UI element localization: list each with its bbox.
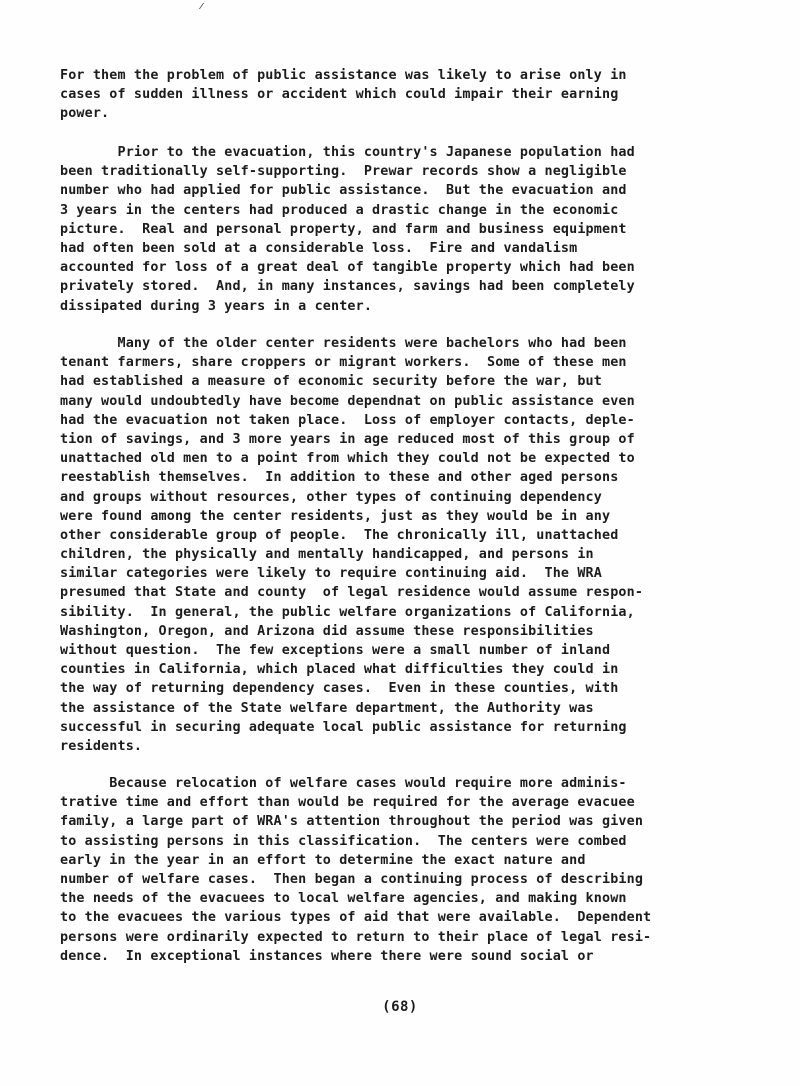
- text-line: many would undoubtedly have become dependnat on public assistance even: [60, 393, 635, 409]
- text-line: without question. The few exceptions were a small number of inland: [60, 643, 611, 658]
- text-line: children, the physically and mentally handicapped, and persons in: [60, 547, 594, 563]
- text-line: residents.: [60, 738, 143, 754]
- text-line: the way of returning dependency cases. Even in these counties, with: [60, 681, 619, 697]
- text-line: successful in securing adequate local public assistance for returning: [60, 719, 627, 735]
- text-line: early in the year in an effort to determine the exact nature and: [60, 852, 586, 868]
- text-line: presumed that State and county of legal residence would assume respon-: [60, 585, 644, 601]
- paragraph-2: [60, 143, 750, 316]
- text-line: dence. In exceptional instances where there were sound social or: [60, 948, 594, 964]
- text-line: trative time and effort than would be required for the average evacuee: [60, 795, 635, 811]
- paragraph-text: [60, 143, 750, 316]
- paragraph-text: [60, 774, 750, 966]
- text-line: tenant farmers, share croppers or migrant workers. Some of these men: [60, 355, 627, 371]
- text-line: dissipated during 3 years in a center.: [60, 298, 373, 314]
- text-line: power.: [60, 106, 110, 122]
- text-line: the assistance of the State welfare department, the Authority was: [60, 700, 594, 716]
- text-line: Prior to the evacuation, this country's Japanese population had: [60, 145, 635, 160]
- text-line: 3 years in the centers had produced a drastic change in the economic: [60, 202, 619, 218]
- stray-pen-mark: [199, 3, 208, 9]
- text-line: accounted for loss of a great deal of tangible property which had been: [60, 260, 635, 276]
- text-line: to the evacuees the various types of aid that were available. Dependent: [60, 910, 652, 926]
- page-number: (68): [382, 999, 418, 1015]
- text-line: to assisting persons in this classification. The centers were combed: [60, 833, 627, 849]
- text-line: Washington, Oregon, and Arizona did assume these responsibilities: [60, 623, 594, 639]
- text-line: For them the problem of public assistance was likely to arise only in: [60, 68, 627, 83]
- text-line: cases of sudden illness or accident which could impair their earning: [60, 87, 619, 103]
- text-line: privately stored. And, in many instances, savings had been completely: [60, 279, 635, 295]
- text-line: and groups without resources, other types of continuing dependency: [60, 489, 602, 505]
- text-line: similar categories were likely to require continuing aid. The WRA: [60, 566, 602, 582]
- text-line: picture. Real and personal property, and farm and business equipment: [60, 221, 627, 237]
- paragraph-text: [60, 66, 750, 124]
- text-line: family, a large part of WRA's attention throughout the period was given: [60, 814, 644, 830]
- text-line: persons were ordinarily expected to return to their place of legal resi-: [60, 929, 652, 945]
- text-line: counties in California, which placed what difficulties they could in: [60, 662, 619, 678]
- text-line: been traditionally self-supporting. Prewar records show a negligible: [60, 164, 627, 180]
- paragraph-3: [60, 334, 750, 756]
- text-line: Many of the older center residents were bachelors who had been: [60, 336, 627, 351]
- text-line: number of welfare cases. Then began a continuing process of describing: [60, 871, 644, 887]
- text-line: had the evacuation not taken place. Loss of employer contacts, deple-: [60, 412, 635, 428]
- paragraph-text: [60, 334, 750, 756]
- text-line: tion of savings, and 3 more years in age reduced most of this group of: [60, 431, 635, 447]
- text-line: Because relocation of welfare cases would require more adminis-: [60, 776, 627, 791]
- paragraph-1: [60, 66, 750, 124]
- text-line: number who had applied for public assistance. But the evacuation and: [60, 183, 627, 199]
- text-line: had established a measure of economic security before the war, but: [60, 374, 602, 390]
- paragraph-4: [60, 774, 750, 966]
- text-line: were found among the center residents, just as they would be in any: [60, 508, 611, 524]
- text-line: the needs of the evacuees to local welfare agencies, and making known: [60, 891, 627, 907]
- text-line: other considerable group of people. The chronically ill, unattached: [60, 527, 619, 543]
- text-line: had often been sold at a considerable loss. Fire and vandalism: [60, 240, 578, 256]
- text-line: sibility. In general, the public welfare organizations of California,: [60, 604, 635, 620]
- text-line: unattached old men to a point from which they could not be expected to: [60, 451, 635, 467]
- text-line: reestablish themselves. In addition to these and other aged persons: [60, 470, 619, 486]
